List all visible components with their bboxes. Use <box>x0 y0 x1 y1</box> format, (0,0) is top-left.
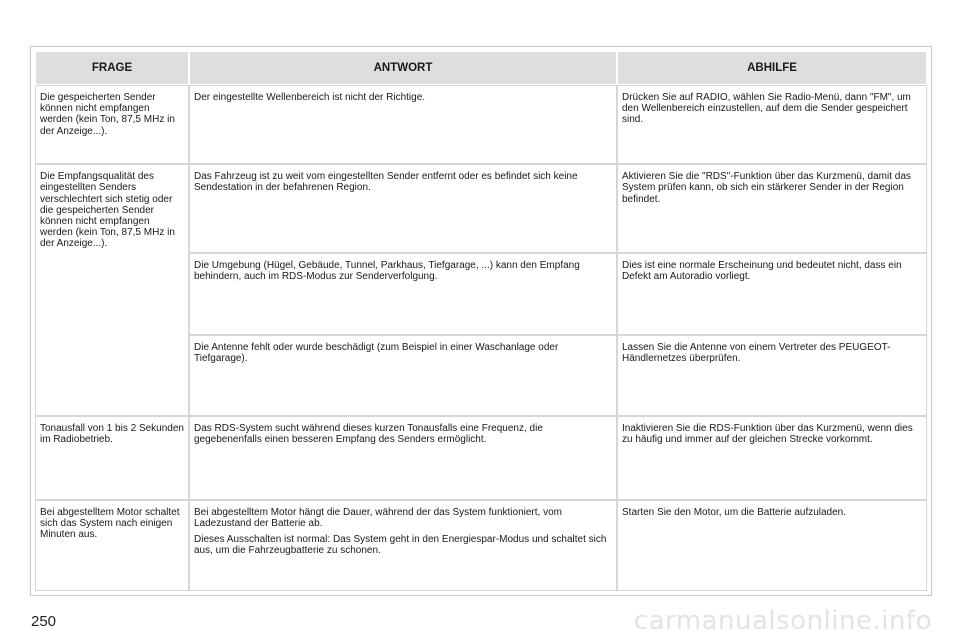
abhilfe-cell: Inaktivieren Sie die RDS-Funktion über das Kurzmenü, wenn dies zu häufig und immer auf der gleichen Strecke vorkommt. <box>618 417 926 498</box>
header-antwort: ANTWORT <box>190 52 616 84</box>
antwort-cell <box>190 501 616 590</box>
antwort-paragraph: Dieses Ausschalten ist normal: Das System geht in den Energiespar-Modus und schaltet sich aus, um die Fahrzeugbatterie zu schonen. <box>194 533 607 557</box>
abhilfe-cell: Aktivieren Sie die "RDS"-Funktion über das Kurzmenü, damit das System prüfen kann, ob sich ein stärkerer Sender in der Region befindet. <box>618 165 926 251</box>
frage-cell: Die Empfangsqualität des eingestellten Senders verschlechtert sich stetig oder die gespeicherten Sender können nicht empfangen werden (kein Ton, 87,5 MHz in der Anzeige...). <box>36 165 188 415</box>
table-header-row <box>36 52 926 84</box>
abhilfe-cell: Lassen Sie die Antenne von einem Vertreter des PEUGEOT-Händlernetzes überprüfen. <box>618 336 926 415</box>
table-row <box>36 501 926 590</box>
watermark: carmanualsonline.info <box>633 606 932 636</box>
abhilfe-cell: Drücken Sie auf RADIO, wählen Sie Radio-Menü, dann "FM", um den Wellenbereich einzustellen, auf dem die Sender gespeichert sind. <box>618 86 926 163</box>
troubleshooting-table <box>34 50 928 592</box>
frage-cell: Tonausfall von 1 bis 2 Sekunden im Radiobetrieb. <box>36 417 188 498</box>
frage-cell: Bei abgestelltem Motor schaltet sich das System nach einigen Minuten aus. <box>36 501 188 590</box>
troubleshooting-sheet <box>30 46 932 596</box>
antwort-cell: Das Fahrzeug ist zu weit vom eingestellten Sender entfernt oder es befindet sich keine Sendestation in der befahrenen Region. <box>190 165 616 251</box>
table-row <box>36 165 926 251</box>
abhilfe-cell: Dies ist eine normale Erscheinung und bedeutet nicht, dass ein Defekt am Autoradio vorliegt. <box>618 254 926 334</box>
antwort-cell: Die Antenne fehlt oder wurde beschädigt (zum Beispiel in einer Waschanlage oder Tiefgarage). <box>190 336 616 415</box>
header-abhilfe: ABHILFE <box>618 52 926 84</box>
abhilfe-cell: Starten Sie den Motor, um die Batterie aufzuladen. <box>618 501 926 590</box>
antwort-cell: Die Umgebung (Hügel, Gebäude, Tunnel, Parkhaus, Tiefgarage, ...) kann den Empfang behindern, auch im RDS-Modus zur Senderverfolgung. <box>190 254 616 334</box>
antwort-cell: Der eingestellte Wellenbereich ist nicht der Richtige. <box>190 86 616 163</box>
header-frage: FRAGE <box>36 52 188 84</box>
table-row <box>36 86 926 163</box>
antwort-paragraph: Bei abgestelltem Motor hängt die Dauer, während der das System funktioniert, vom Ladezustand der Batterie ab. <box>194 506 562 529</box>
frage-cell: Die gespeicherten Sender können nicht empfangen werden (kein Ton, 87,5 MHz in der Anzeige...). <box>36 86 188 163</box>
page-number: 250 <box>31 613 57 630</box>
table-row <box>36 417 926 498</box>
antwort-cell: Das RDS-System sucht während dieses kurzen Tonausfalls eine Frequenz, die gegebenenfalls einen besseren Empfang des Senders ermöglicht. <box>190 417 616 498</box>
